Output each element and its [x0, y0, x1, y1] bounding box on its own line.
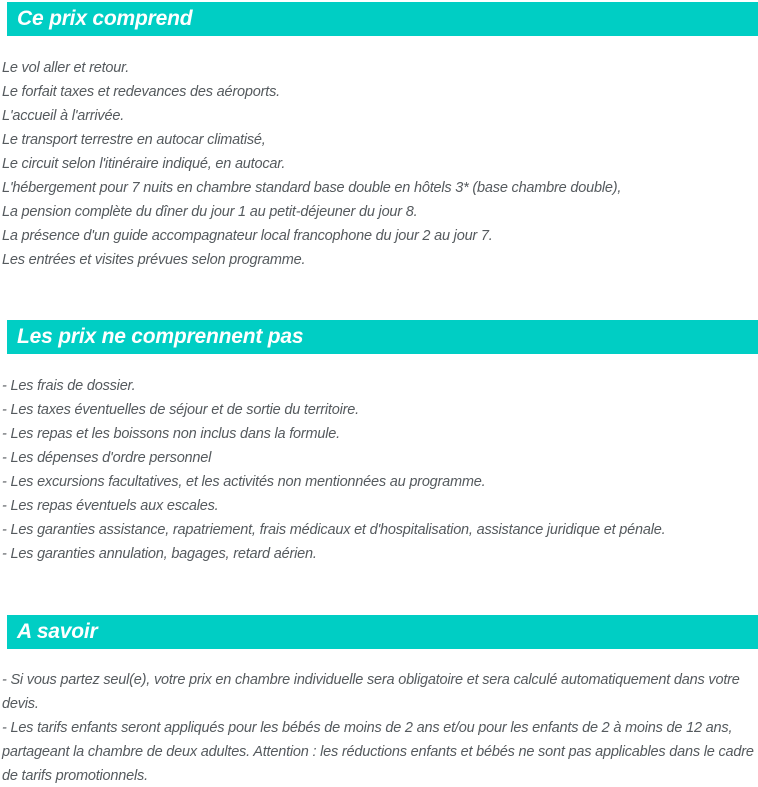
list-item: Le forfait taxes et redevances des aéroports. [2, 84, 280, 100]
list-item: - Les dépenses d'ordre personnel [2, 450, 212, 466]
list-item: La présence d'un guide accompagnateur local francophone du jour 2 au jour 7. [2, 228, 493, 244]
list-item: Le transport terrestre en autocar climatisé, [2, 132, 266, 148]
list-item: - Les garanties annulation, bagages, retard aérien. [2, 546, 317, 562]
section-price-excludes [0, 320, 758, 566]
section-body [0, 374, 758, 566]
section-title: Ce prix comprend [17, 7, 193, 30]
list-item: - Les repas et les boissons non inclus dans la formule. [2, 426, 340, 442]
section-title: Les prix ne comprennent pas [17, 325, 304, 348]
section-header-bar [7, 2, 758, 36]
list-item: La pension complète du dîner du jour 1 au petit-déjeuner du jour 8. [2, 204, 418, 220]
section-good-to-know [0, 615, 758, 787]
list-item: - Les tarifs enfants seront appliqués pour les bébés de moins de 2 ans et/ou pour les enfants de 2 à moins de 12 ans, partageant la chambre de deux adultes. Attention : les réductions enfants et bébés ne sont pas applicables dans le cadre de tarifs promotionnels. [2, 720, 754, 784]
section-body [0, 668, 758, 787]
list-item: Le circuit selon l'itinéraire indiqué, en autocar. [2, 156, 286, 172]
list-item: - Les repas éventuels aux escales. [2, 498, 219, 514]
list-item: - Si vous partez seul(e), votre prix en chambre individuelle sera obligatoire et sera calculé automatiquement dans votre devis. [2, 672, 740, 712]
section-header-bar [7, 320, 758, 354]
list-item: L'hébergement pour 7 nuits en chambre standard base double en hôtels 3* (base chambre double), [2, 180, 622, 196]
section-title: A savoir [17, 620, 98, 643]
section-body [0, 56, 758, 272]
list-item: Les entrées et visites prévues selon programme. [2, 252, 306, 268]
list-item: - Les garanties assistance, rapatriement, frais médicaux et d'hospitalisation, assistance juridique et pénale. [2, 522, 666, 538]
list-item: - Les frais de dossier. [2, 378, 136, 394]
section-header-bar [7, 615, 758, 649]
list-item: - Les taxes éventuelles de séjour et de sortie du territoire. [2, 402, 359, 418]
section-price-includes [0, 2, 758, 272]
list-item: L'accueil à l'arrivée. [2, 108, 125, 124]
list-item: Le vol aller et retour. [2, 60, 130, 76]
list-item: - Les excursions facultatives, et les activités non mentionnées au programme. [2, 474, 486, 490]
